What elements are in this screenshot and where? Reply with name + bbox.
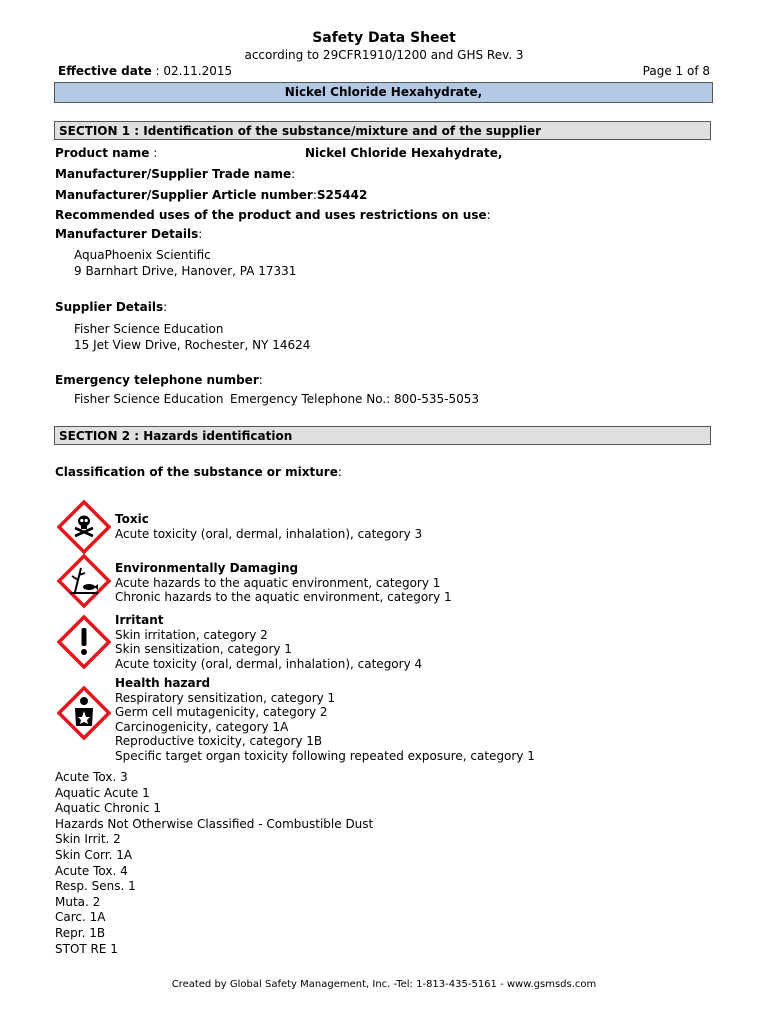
- hazard-irritant: [115, 613, 422, 671]
- article-number-value: S25442: [316, 188, 368, 202]
- hazard-line: Respiratory sensitization, category 1: [115, 690, 336, 705]
- hazard-code: Acute Tox. 4: [55, 863, 128, 878]
- hazard-line: Reproductive toxicity, category 1B: [115, 734, 323, 748]
- manufacturer-details-colon: :: [198, 227, 203, 241]
- trade-name-colon: :: [291, 167, 296, 181]
- manufacturer-street: 9 Barnhart Drive, Hanover, PA 17331: [74, 264, 297, 278]
- emergency-phone-field: [55, 373, 263, 387]
- effective-date: [58, 64, 232, 78]
- document-title: Safety Data Sheet: [312, 30, 456, 46]
- hazard-code: Repr. 1B: [55, 925, 106, 940]
- product-name-label: Product name: [55, 146, 150, 160]
- manufacturer-details-label: Manufacturer Details: [55, 227, 199, 241]
- hazard-line: Skin irritation, category 2: [115, 627, 268, 642]
- hazard-code: Carc. 1A: [55, 910, 106, 925]
- product-name-value: Nickel Chloride Hexahydrate,: [305, 146, 503, 160]
- hazard-code: Aquatic Chronic 1: [55, 801, 162, 816]
- hazard-code: Skin Corr. 1A: [55, 847, 133, 862]
- effective-date-value: 02.11.2015: [163, 64, 233, 78]
- supplier-street: 15 Jet View Drive, Rochester, NY 14624: [74, 338, 311, 352]
- classification-field: [55, 465, 342, 479]
- article-number-field: [55, 188, 367, 202]
- hazard-toxic: [115, 512, 422, 541]
- page-footer: Created by Global Safety Management, Inc. -Tel: 1-813-435-5161 - www.gsmsds.com: [171, 979, 597, 990]
- hazard-line: Specific target organ toxicity following repeated exposure, category 1: [115, 748, 535, 763]
- supplier-details-field: [55, 300, 167, 314]
- hazard-title: Irritant: [115, 613, 164, 627]
- recommended-uses-label: Recommended uses of the product and uses restrictions on use: [55, 208, 487, 222]
- supplier-name: Fisher Science Education: [74, 322, 224, 336]
- article-number-colon: :: [312, 188, 317, 202]
- hazard-code: Hazards Not Otherwise Classified - Combustible Dust: [55, 816, 374, 831]
- classification-label: Classification of the substance or mixture: [55, 465, 338, 479]
- exclamation-icon: [57, 615, 111, 669]
- product-name-bar: Nickel Chloride Hexahydrate,: [54, 82, 713, 103]
- trade-name-field: [55, 167, 295, 181]
- hazard-code: Aquatic Acute 1: [55, 785, 150, 800]
- hazard-title: Toxic: [115, 512, 149, 526]
- hazard-line: Acute toxicity (oral, dermal, inhalation), category 4: [115, 656, 423, 671]
- emergency-phone-label: Emergency telephone number: [55, 373, 259, 387]
- supplier-address: [74, 321, 310, 353]
- supplier-details-colon: :: [163, 300, 168, 314]
- trade-name-label: Manufacturer/Supplier Trade name: [55, 167, 292, 181]
- hazard-code: Skin Irrit. 2: [55, 832, 121, 847]
- section-2-heading: SECTION 2 : Hazards identification: [54, 426, 711, 445]
- page-number: Page 1 of 8: [642, 64, 710, 78]
- hazard-code: Acute Tox. 3: [55, 770, 128, 784]
- document-subtitle: according to 29CFR1910/1200 and GHS Rev. 3: [244, 48, 524, 62]
- environment-icon: [57, 554, 111, 608]
- hazard-code: Muta. 2: [55, 894, 101, 909]
- section-1-heading: SECTION 1 : Identification of the substance/mixture and of the supplier: [54, 121, 711, 140]
- supplier-details-label: Supplier Details: [55, 300, 164, 314]
- hazard-line: Skin sensitization, category 1: [115, 642, 292, 656]
- manufacturer-address: [74, 247, 296, 279]
- hazard-line: Carcinogenicity, category 1A: [115, 719, 289, 734]
- hazard-line: Germ cell mutagenicity, category 2: [115, 705, 328, 719]
- effective-date-label: Effective date: [58, 64, 152, 78]
- manufacturer-details-field: [55, 227, 202, 241]
- hazard-code: STOT RE 1: [55, 941, 118, 956]
- product-name-field: [55, 146, 157, 160]
- hazard-title: Environmentally Damaging: [115, 561, 299, 575]
- skull-crossbones-icon: [57, 500, 111, 554]
- emergency-company: Fisher Science Education: [74, 392, 224, 406]
- recommended-uses-colon: :: [486, 208, 491, 222]
- emergency-phone-number: Emergency Telephone No.: 800-535-5053: [230, 392, 480, 406]
- emergency-phone-colon: :: [258, 373, 263, 387]
- product-name-separator: :: [149, 146, 158, 160]
- hazard-line: Acute hazards to the aquatic environment, category 1: [115, 575, 441, 590]
- recommended-uses-field: [55, 208, 491, 222]
- classification-colon-text: :: [337, 465, 342, 479]
- health-hazard-icon: [57, 686, 111, 740]
- hazard-health: [115, 676, 535, 763]
- article-number-label: Manufacturer/Supplier Article number: [55, 188, 313, 202]
- hazard-line: Chronic hazards to the aquatic environment, category 1: [115, 590, 452, 604]
- effective-date-separator: :: [151, 64, 164, 78]
- hazard-code: Resp. Sens. 1: [55, 879, 136, 894]
- hazard-codes-list: [55, 770, 373, 957]
- manufacturer-name: AquaPhoenix Scientific: [74, 248, 211, 262]
- hazard-title: Health hazard: [115, 676, 211, 690]
- hazard-line: Acute toxicity (oral, dermal, inhalation), category 3: [115, 526, 423, 541]
- hazard-environmental: [115, 561, 452, 605]
